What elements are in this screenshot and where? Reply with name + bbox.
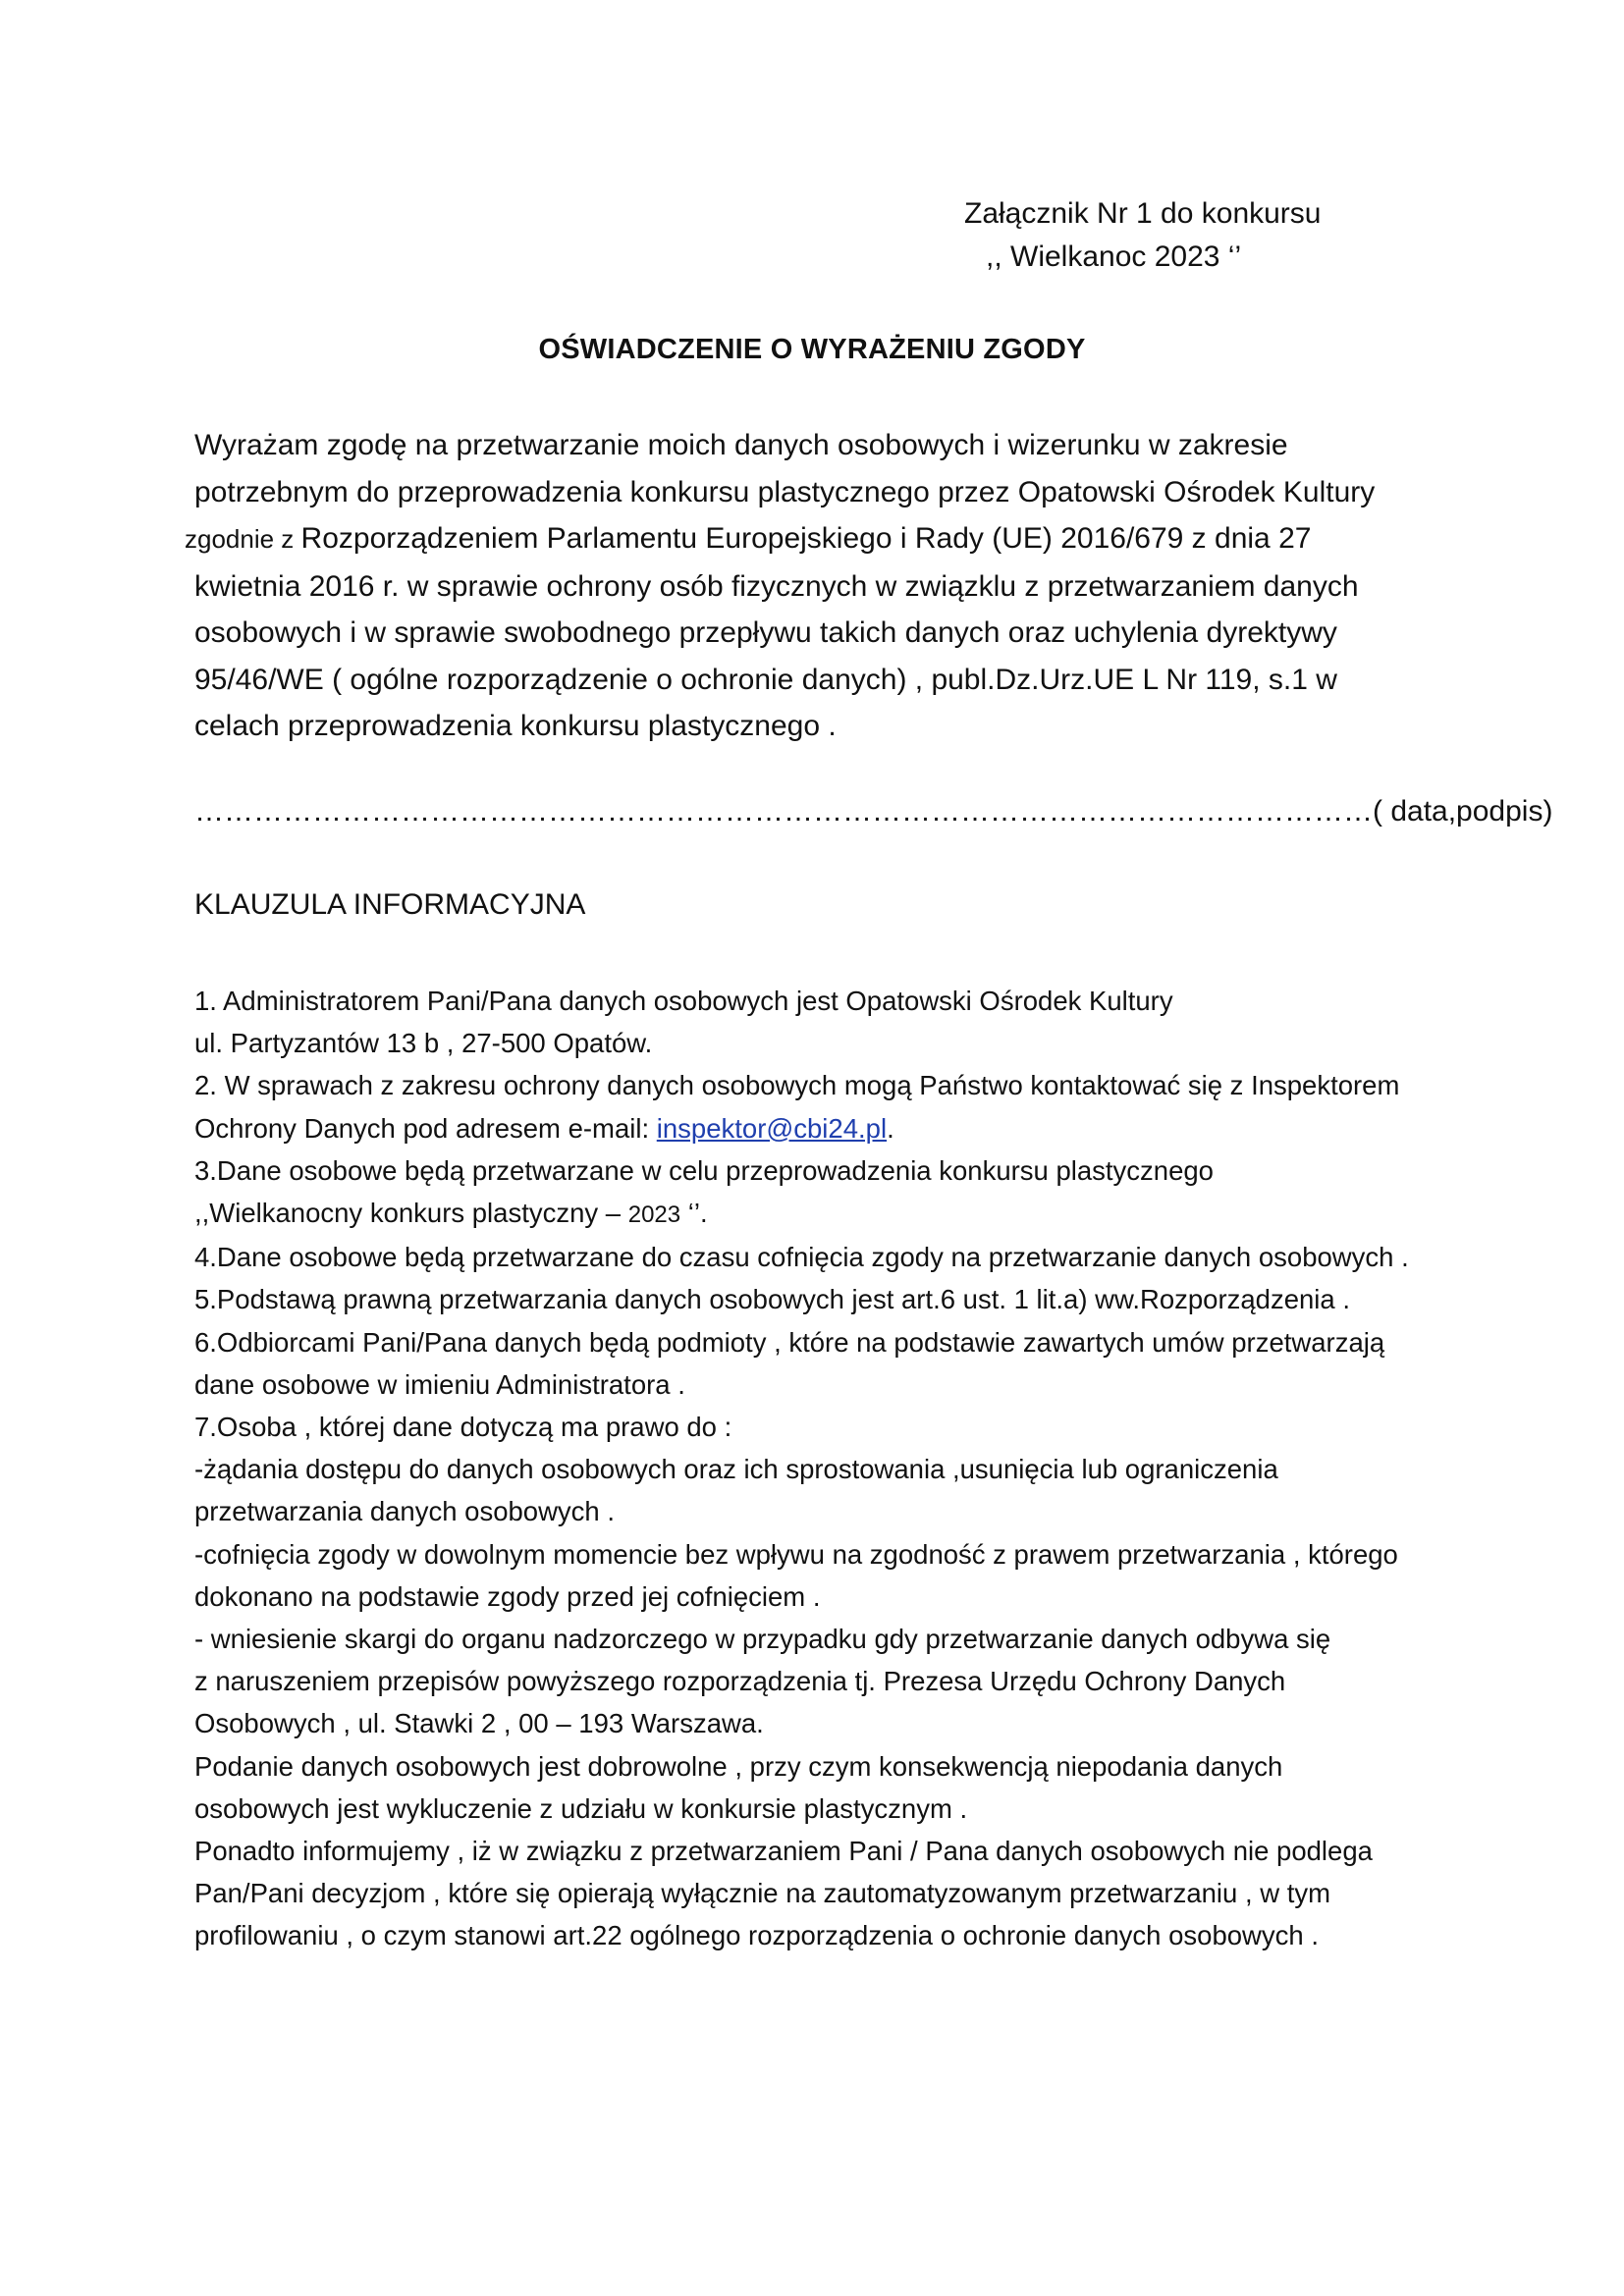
consent-line-prefix: zgodnie z xyxy=(185,524,301,554)
annex-header xyxy=(964,192,1322,279)
information-clause xyxy=(194,980,1471,1957)
clause-line: -cofnięcia zgody w dowolnym momencie bez wpływu na zgodność z prawem przetwarzania , którego xyxy=(194,1538,1398,1570)
clause-line: osobowych jest wykluczenie z udziału w konkursie plastycznym . xyxy=(194,1792,968,1824)
email-link[interactable]: inspektor@cbi24.pl xyxy=(656,1112,888,1144)
consent-line: kwietnia 2016 r. w sprawie ochrony osób fizycznych w związklu z przetwarzaniem danych xyxy=(194,569,1359,603)
clause-line: 3.Dane osobowe będą przetwarzane w celu przeprowadzenia konkursu plastycznego xyxy=(194,1154,1214,1186)
clause-line: z naruszeniem przepisów powyższego rozporządzenia tj. Prezesa Urzędu Ochrony Danych xyxy=(194,1666,1286,1697)
clause-line: 1. Administratorem Pani/Pana danych osobowych jest Opatowski Ośrodek Kultury xyxy=(194,986,1173,1016)
consent-line-text: Rozporządzeniem Parlamentu Europejskiego i Rady (UE) 2016/679 z dnia 27 xyxy=(300,522,1312,555)
clause-line: 5.Podstawą prawną przetwarzania danych osobowych jest art.6 ust. 1 lit.a) ww.Rozporządzenia . xyxy=(194,1284,1350,1315)
clause-line-text: ,,Wielkanocny konkurs plastyczny – xyxy=(194,1198,628,1229)
consent-line: 95/46/WE ( ogólne rozporządzenie o ochronie danych) , publ.Dz.Urz.UE L Nr 119, s.1 w xyxy=(194,663,1337,696)
contest-year: 2023 xyxy=(627,1201,681,1229)
clause-line: dokonano na podstawie zgody przed jej cofnięciem . xyxy=(194,1580,821,1612)
document-title: OŚWIADCZENIE O WYRAŻENIU ZGODY xyxy=(538,334,1086,365)
clause-line: Podanie danych osobowych jest dobrowolne , przy czym konsekwencją niepodania danych xyxy=(194,1750,1283,1782)
clause-line: - wniesienie skargi do organu nadzorczego w przypadku gdy przetwarzanie danych odbywa się xyxy=(194,1624,1331,1655)
annex-line-1: Załącznik Nr 1 do konkursu xyxy=(964,197,1322,230)
clause-line: ul. Partyzantów 13 b , 27-500 Opatów. xyxy=(194,1028,653,1059)
clause-line xyxy=(194,1107,1471,1149)
consent-line: Wyrażam zgodę na przetwarzanie moich danych osobowych i wizerunku w zakresie xyxy=(194,429,1288,461)
consent-line: osobowych i w sprawie swobodnego przepływu takich danych oraz uchylenia dyrektywy xyxy=(194,616,1337,649)
clause-line: Ponadto informujemy , iż w związku z przetwarzaniem Pani / Pana danych osobowych nie podlega xyxy=(194,1836,1373,1867)
clause-line: profilowaniu , o czym stanowi art.22 ogólnego rozporządzenia o ochronie danych osobowych . xyxy=(194,1920,1319,1951)
clause-line: 2. W sprawach z zakresu ochrony danych osobowych mogą Państwo kontaktować się z Inspektorem xyxy=(194,1070,1400,1101)
annex-line-2: ,, Wielkanoc 2023 ‘’ xyxy=(986,240,1242,273)
clause-line: 4.Dane osobowe będą przetwarzane do czasu cofnięcia zgody na przetwarzanie danych osobowych . xyxy=(194,1242,1409,1273)
clause-line: 7.Osoba , której dane dotyczą ma prawo do : xyxy=(194,1412,732,1443)
clause-line-text: . xyxy=(887,1112,894,1144)
clause-line-text: ‘’. xyxy=(680,1198,708,1229)
clause-line: Pan/Pani decyzjom , które się opierają wyłącznie na zautomatyzowanym przetwarzaniu , w tym xyxy=(194,1878,1331,1909)
consent-paragraph xyxy=(185,422,1432,750)
clause-line: Osobowych , ul. Stawki 2 , 00 – 193 Warszawa. xyxy=(194,1708,764,1739)
consent-line: celach przeprowadzenia konkursu plastycznego . xyxy=(194,710,837,742)
clause-line: -żądania dostępu do danych osobowych oraz ich sprostowania ,usunięcia lub ograniczenia xyxy=(194,1454,1278,1485)
signature-line: …………………………………………………………………………………………………………( data,podpis) xyxy=(194,795,1553,828)
consent-line xyxy=(185,515,1432,563)
clause-line: 6.Odbiorcami Pani/Pana danych będą podmioty , które na podstawie zawartych umów przetwarzają xyxy=(194,1326,1385,1358)
clause-line xyxy=(194,1192,1471,1236)
clause-line: przetwarzania danych osobowych . xyxy=(194,1496,616,1527)
clause-line: dane osobowe w imieniu Administratora . xyxy=(194,1368,685,1400)
clause-line-text: Ochrony Danych pod adresem e-mail: xyxy=(194,1112,657,1144)
clause-title: KLAUZULA INFORMACYJNA xyxy=(194,888,586,921)
consent-line: potrzebnym do przeprowadzenia konkursu plastycznego przez Opatowski Ośrodek Kultury xyxy=(194,475,1376,508)
